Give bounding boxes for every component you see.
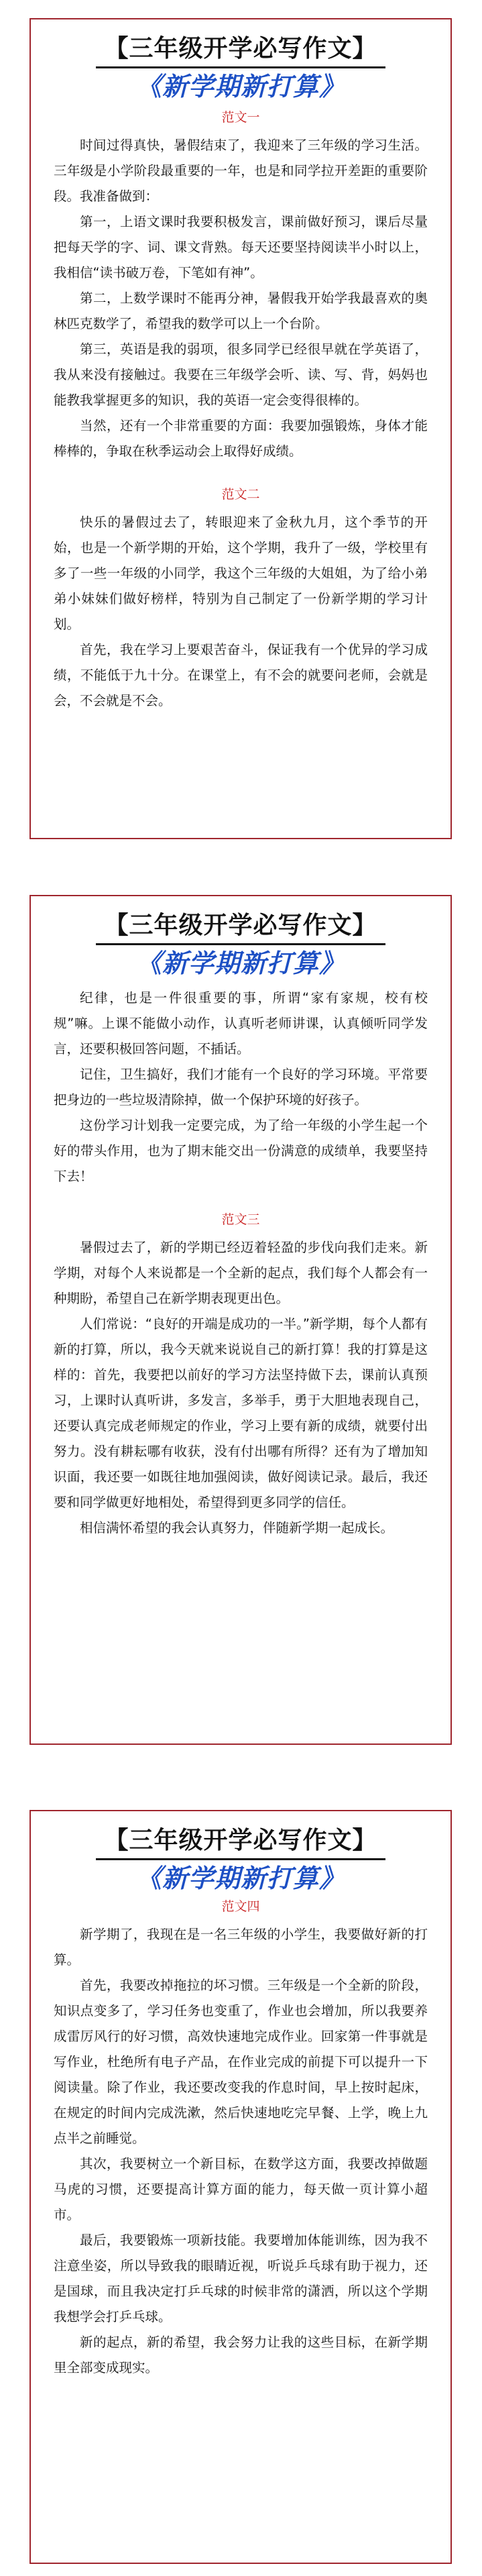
essay-paragraph: 记住，卫生搞好，我们才能有一个良好的学习环境。平常要把身边的一些垃圾清除掉，做一个保护环境的好孩子。 [54,1067,428,1108]
essay-paragraph: 第三，英语是我的弱项，很多同学已经很早就在学英语了，我从来没有接触过。我要在三年级学会听、读、写、背，妈妈也能教我掌握更多的知识，我的英语一定会变得很棒的。 [54,341,428,408]
essay-paragraph: 暑假过去了，新的学期已经迈着轻盈的步伐向我们走来。新学期，对每个人来说都是一个全新的起点，我们每个人都会有一种期盼，希望自己在新学期表现更出色。 [54,1240,428,1306]
essay-paragraph: 第二，上数学课时不能再分神，暑假我开始学我最喜欢的奥林匹克数学了，希望我的数学可以上一个台阶。 [54,290,428,331]
essay-4 [54,1896,428,2381]
page-title: 【三年级开学必写作文】 [104,912,377,939]
essay-paragraph: 第一，上语文课时我要积极发言，课前做好预习，课后尽量把每天学的字、词、课文背熟。每天还要坚持阅读半小时以上，我相信“读书破万卷，下笔如有神”。 [54,214,428,280]
essay-paragraph: 其次，我要树立一个新目标，在数学这方面，我要改掉做题马虎的习惯，还要提高计算方面的能力，每天做一页计算小超市。 [54,2156,428,2222]
page-subtitle: 《新学期新打算》 [135,1864,345,1893]
essay-paragraph: 相信满怀希望的我会认真努力，伴随新学期一起成长。 [80,1520,394,1536]
essay-paragraph: 快乐的暑假过去了，转眼迎来了金秋九月，这个季节的开始，也是一个新学期的开始，这个学期，我升了一级，学校里有多了一些一年级的小同学，我这个三年级的大姐姐，为了给小弟弟小妹妹们做好榜样，特别为自己制定了一份新学期的学习计划。 [54,515,428,632]
essay-label: 范文三 [221,1212,260,1227]
essay-2 [54,484,428,714]
document-page-2 [29,895,452,1745]
page-subtitle: 《新学期新打算》 [135,72,345,101]
essay-paragraph: 首先，我在学习上要艰苦奋斗，保证我有一个优异的学习成绩，不能低于九十分。在课堂上，有不会的就要问老师，会就是会，不会就是不会。 [54,642,428,708]
document-page-1 [29,18,452,839]
essay-label: 范文四 [221,1899,260,1914]
essay-paragraph: 纪律，也是一件很重要的事，所谓“家有家规，校有校规”嘛。上课不能做小动作，认真听老师讲课，认真倾听同学发言，还要积极回答问题，不插话。 [54,990,428,1057]
essay-paragraph: 首先，我要改掉拖拉的坏习惯。三年级是一个全新的阶段，知识点变多了，学习任务也变重了，作业也会增加，所以我要养成雷厉风行的好习惯，高效快速地完成作业。回家第一件事就是写作业，杜绝所有电子产品，在作业完成的前提下可以提升一下阅读量。除了作业，我还要改变我的作息时间，早上按时起床，在规定的时间内完成洗漱，然后快速地吃完早餐、上学，晚上九点半之前睡觉。 [54,1978,428,2146]
essay-paragraph: 人们常说：“良好的开端是成功的一半。”新学期，每个人都有新的打算，所以，我今天就来说说自己的新打算！我的打算是这样的：首先，我要把以前好的学习方法坚持做下去，课前认真预习，上课时认真听讲，多发言，多举手，勇于大胆地表现自己，还要认真完成老师规定的作业，学习上要有新的成绩，就要付出努力。没有耕耘哪有收获，没有付出哪有所得？还有为了增加知识面，我还要一如既往地加强阅读，做好阅读记录。最后，我还要和同学做更好地相处，希望得到更多同学的信任。 [54,1316,428,1510]
essay-label: 范文一 [221,110,260,125]
essay-1 [54,107,428,464]
essay-label: 范文二 [221,487,260,502]
essay-paragraph: 最后，我要锻炼一项新技能。我要增加体能训练，因为我不注意坐姿，所以导致我的眼睛近视，听说乒乓球有助于视力，还是国球，而且我决定打乒乓球的时候非常的潇洒，所以这个学期我想学会打乒乓球。 [54,2233,428,2324]
essay-paragraph: 新的起点，新的希望，我会努力让我的这些目标，在新学期里全部变成现实。 [54,2334,428,2375]
essay-paragraph: 当然，还有一个非常重要的方面：我要加强锻炼，身体才能棒棒的，争取在秋季运动会上取得好成绩。 [54,418,428,459]
essay-paragraph: 这份学习计划我一定要完成，为了给一年级的小学生起一个好的带头作用，也为了期末能交出一份满意的成绩单，我要坚持下去！ [54,1118,428,1184]
essay-paragraph: 新学期了，我现在是一名三年级的小学生，我要做好新的打算。 [54,1927,428,1968]
page-title: 【三年级开学必写作文】 [104,35,377,62]
essay-paragraph: 时间过得真快，暑假结束了，我迎来了三年级的学习生活。三年级是小学阶段最重要的一年，也是和同学拉开差距的重要阶段。我准备做到： [54,138,428,204]
essay-2-continued [54,985,428,1189]
page-title: 【三年级开学必写作文】 [104,1827,377,1854]
document-page-3 [29,1810,452,2564]
essay-3 [54,1210,428,1541]
page-subtitle: 《新学期新打算》 [135,949,345,978]
